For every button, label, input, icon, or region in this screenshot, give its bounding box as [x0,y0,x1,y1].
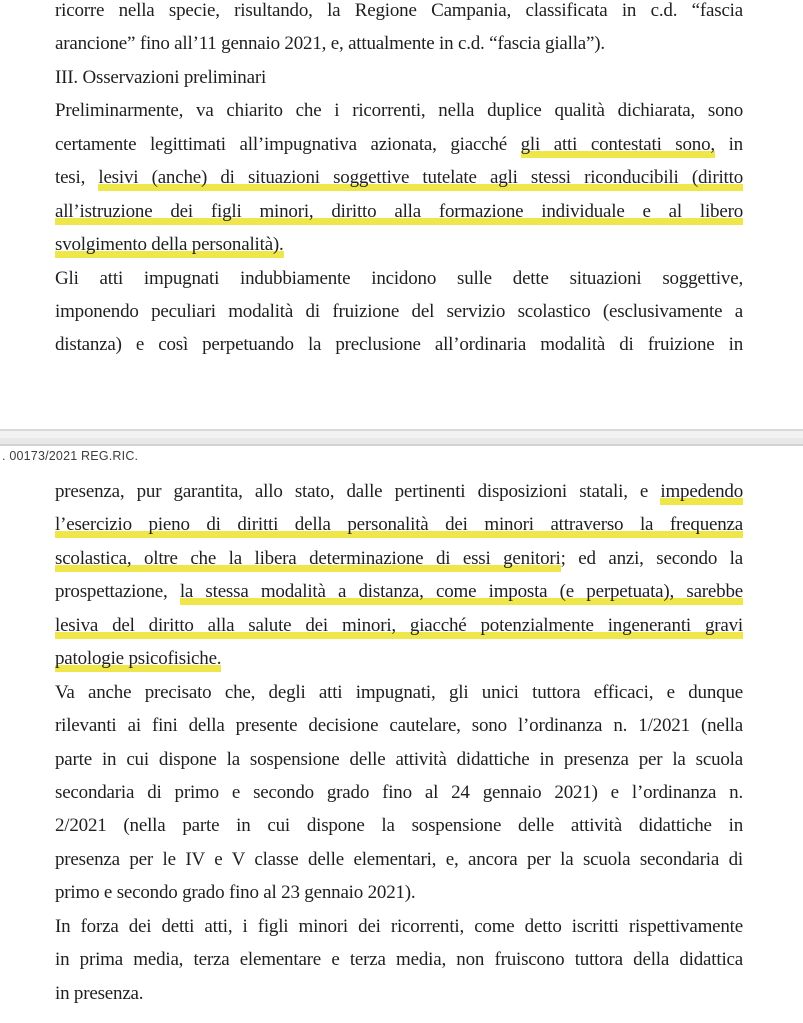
text-segment: in presenza. [55,982,144,1004]
para-atti-impugnati [55,262,743,362]
text-segment: prospettazione, [55,581,180,603]
highlighted-text: lesivi (anche) di situazioni soggettive tutelate agli stessi riconducibili (diritto [98,167,743,189]
text-line [55,328,743,361]
text-line [55,609,743,642]
text-line [55,809,743,842]
text-segment: rilevanti ai fini della presente decisione cautelare, sono l’ordinanza n. 1/2021 (nella [55,715,743,737]
text-segment: arancione” fino all’11 gennaio 2021, e, attualmente in c.d. “fascia gialla”). [55,33,605,55]
text-segment: Preliminarmente, va chiarito che i ricorrenti, nella duplice qualità dichiarata, sono [55,100,743,122]
text-segment: primo e secondo grado fino al 23 gennaio 2021). [55,882,416,904]
highlighted-text: l’esercizio pieno di diritti della personalità dei minori attraverso la frequenza [55,514,743,536]
text-line [55,262,743,295]
text-segment: In forza dei detti atti, i figli minori dei ricorrenti, come detto iscritti rispettivamente [55,915,743,937]
para-fascia-campania [55,0,743,61]
text-segment: III. Osservazioni preliminari [55,66,267,88]
text-line [55,27,743,60]
highlighted-text: patologie psicofisiche. [55,648,222,670]
text-segment: parte in cui dispone la sospensione delle attività didattiche in presenza per la scuola [55,748,743,770]
text-line [55,475,743,508]
text-segment: certamente legittimati all’impugnativa azionata, giacché [55,133,521,155]
highlighted-text: all’istruzione dei figli minori, diritto alla formazione individuale e al libero [55,200,743,222]
para-atti-efficaci [55,676,743,910]
text-line [55,910,743,943]
text-line [55,776,743,809]
text-segment: in prima media, terza elementare e terza media, non fruiscono tuttora della didattica [55,949,743,971]
page-1-text-block [55,0,743,362]
para-legittimazione [55,94,743,261]
para-figli-minori [55,910,743,1010]
para-presenza-continuazione [55,475,743,676]
text-line [55,508,743,541]
text-line [55,709,743,742]
text-line [55,575,743,608]
page-separator [0,429,803,447]
highlighted-text: svolgimento della personalità). [55,234,284,256]
text-line [55,295,743,328]
text-segment: presenza per le IV e V classe delle elementari, e, ancora per la scuola secondaria di [55,848,743,870]
case-number-header: . 00173/2021 REG.RIC. [2,449,139,463]
text-segment: secondaria di primo e secondo grado fino al 24 gennaio 2021) e l’ordinanza n. [55,781,743,803]
text-segment: tesi, [55,167,99,189]
text-line [55,195,743,228]
text-line [55,642,743,675]
text-segment: 2/2021 (nella parte in cui dispone la sospensione delle attività didattiche in [55,815,743,837]
text-line [55,228,743,261]
text-segment: imponendo peculiari modalità di fruizione del servizio scolastico (esclusivamente a [55,300,743,322]
text-line [55,676,743,709]
text-segment: Gli atti impugnati indubbiamente incidono sulle dette situazioni soggettive, [55,267,743,289]
text-line [55,977,743,1010]
text-segment: presenza, pur garantita, allo stato, dalle pertinenti disposizioni statali, e [55,481,661,502]
para-heading-osservazioni [55,61,743,94]
text-segment: distanza) e così perpetuando la preclusione all’ordinaria modalità di fruizione in [55,334,743,356]
text-line [55,128,743,161]
highlighted-text: gli atti contestati sono, [520,133,715,155]
page-2-text-block [55,475,743,1010]
highlighted-text: scolastica, oltre che la libera determinazione di essi genitori [55,547,561,569]
text-line [55,542,743,575]
text-segment: in [714,133,743,155]
highlighted-text: la stessa modalità a distanza, come imposta (e perpetuata), sarebbe [179,581,743,603]
highlighted-text: lesiva del diritto alla salute dei minori, giacché potenzialmente ingeneranti gravi [55,614,743,636]
text-line [55,0,743,27]
text-line [55,876,743,909]
text-segment: ; ed anzi, secondo la [560,547,743,569]
text-line [55,743,743,776]
text-line [55,843,743,876]
highlighted-text: impedendo [660,481,743,502]
text-line [55,94,743,127]
text-line [55,943,743,976]
text-line [55,61,743,94]
text-line [55,161,743,194]
text-segment: Va anche precisato che, degli atti impugnati, gli unici tuttora efficaci, e dunque [55,681,743,703]
text-segment: ricorre nella specie, risultando, la Regione Campania, classificata in c.d. “fascia [55,0,743,21]
